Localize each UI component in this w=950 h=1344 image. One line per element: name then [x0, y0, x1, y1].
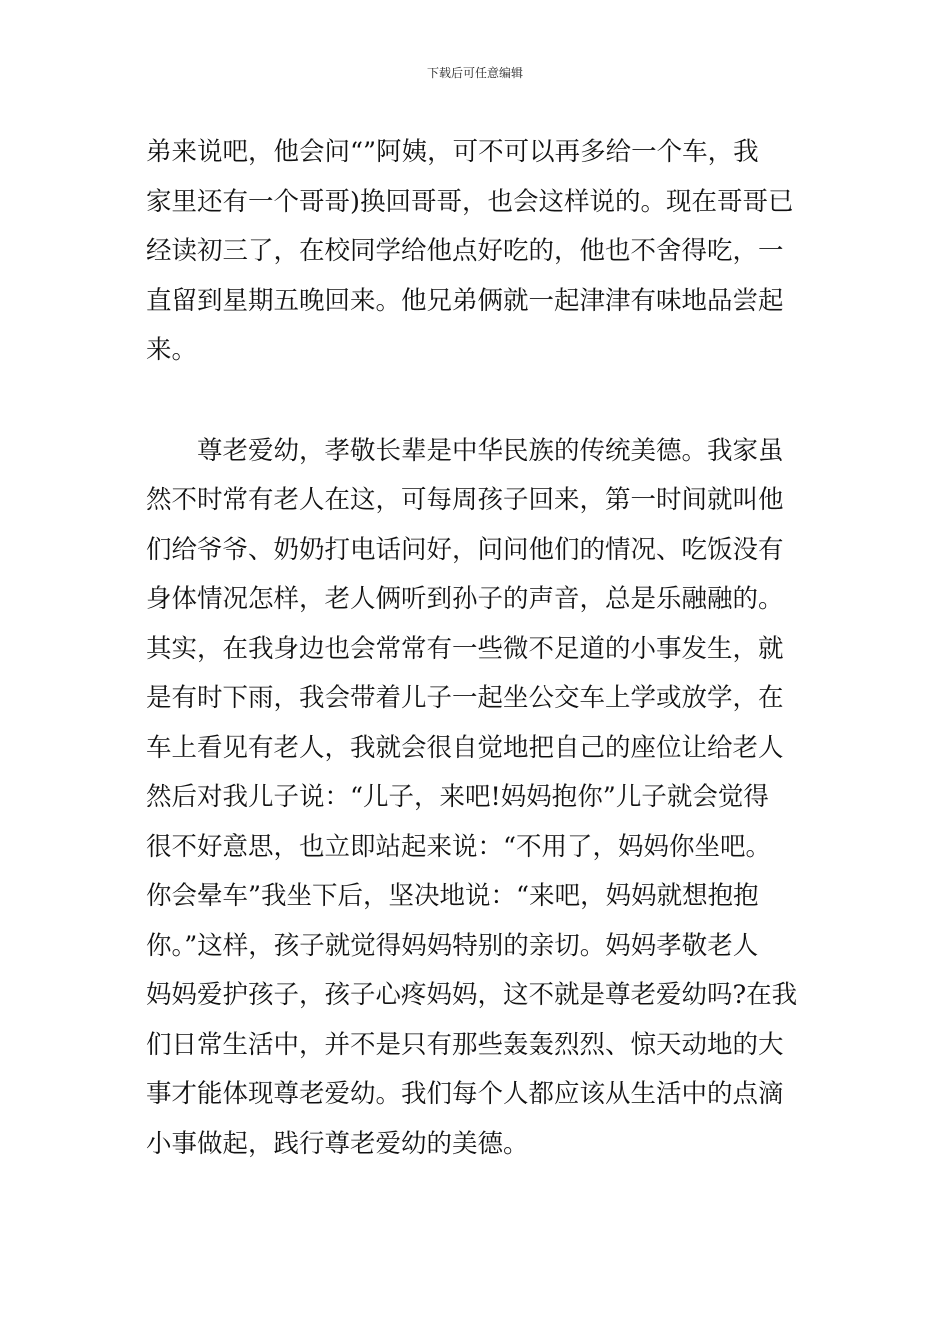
text-line: 们日常生活中，并不是只有那些轰轰烈烈、惊天动地的大 [146, 1029, 784, 1060]
text-line: 弟来说吧，他会问“”阿姨，可不可以再多给一个车，我 [146, 137, 759, 167]
text-line: 尊老爱幼，孝敬长辈是中华民族的传统美德。我家虽 [197, 435, 784, 466]
text-line: 是有时下雨，我会带着儿子一起坐公交车上学或放学，在 [146, 683, 784, 713]
text-line: 然后对我儿子说：“儿子，来吧!妈妈抱你”儿子就会觉得 [146, 782, 769, 812]
paragraph-2 [146, 427, 810, 1170]
page-header: 下载后可任意编辑 [426, 66, 523, 80]
text-line: 们给爷爷、奶奶打电话问好，问问他们的情况、吃饭没有 [146, 534, 784, 565]
text-line: 妈妈爱护孩子，孩子心疼妈妈，这不就是尊老爱幼吗?在我 [146, 980, 798, 1010]
text-line: 直留到星期五晚回来。他兄弟俩就一起津津有味地品尝起 [146, 285, 784, 316]
text-line: 经读初三了，在校同学给他点好吃的，他也不舍得吃，一 [146, 236, 784, 266]
text-line: 来。 [146, 335, 198, 365]
text-line: 其实，在我身边也会常常有一些微不足道的小事发生，就 [146, 633, 784, 664]
text-line: 很不好意思，也立即站起来说：“不用了，妈妈你坐吧。 [146, 831, 772, 862]
text-line: 然不时常有老人在这，可每周孩子回来，第一时间就叫他 [146, 485, 784, 515]
text-line: 身体情况怎样，老人俩听到孙子的声音，总是乐融融的。 [146, 584, 784, 614]
text-line: 你会晕车”我坐下后，坚决地说：“来吧，妈妈就想抱抱 [146, 881, 759, 911]
document-body [146, 128, 810, 1169]
text-line: 车上看见有老人，我就会很自觉地把自己的座位让给老人 [146, 732, 784, 763]
text-line: 小事做起，践行尊老爱幼的美德。 [146, 1128, 529, 1159]
text-line: 你。”这样，孩子就觉得妈妈特别的亲切。妈妈孝敬老人 [146, 930, 759, 961]
paragraph-spacer [146, 376, 810, 427]
text-line: 事才能体现尊老爱幼。我们每个人都应该从生活中的点滴 [146, 1079, 784, 1109]
text-line: 家里还有一个哥哥)换回哥哥，也会这样说的。现在哥哥已 [146, 186, 794, 217]
paragraph-1 [146, 128, 810, 376]
